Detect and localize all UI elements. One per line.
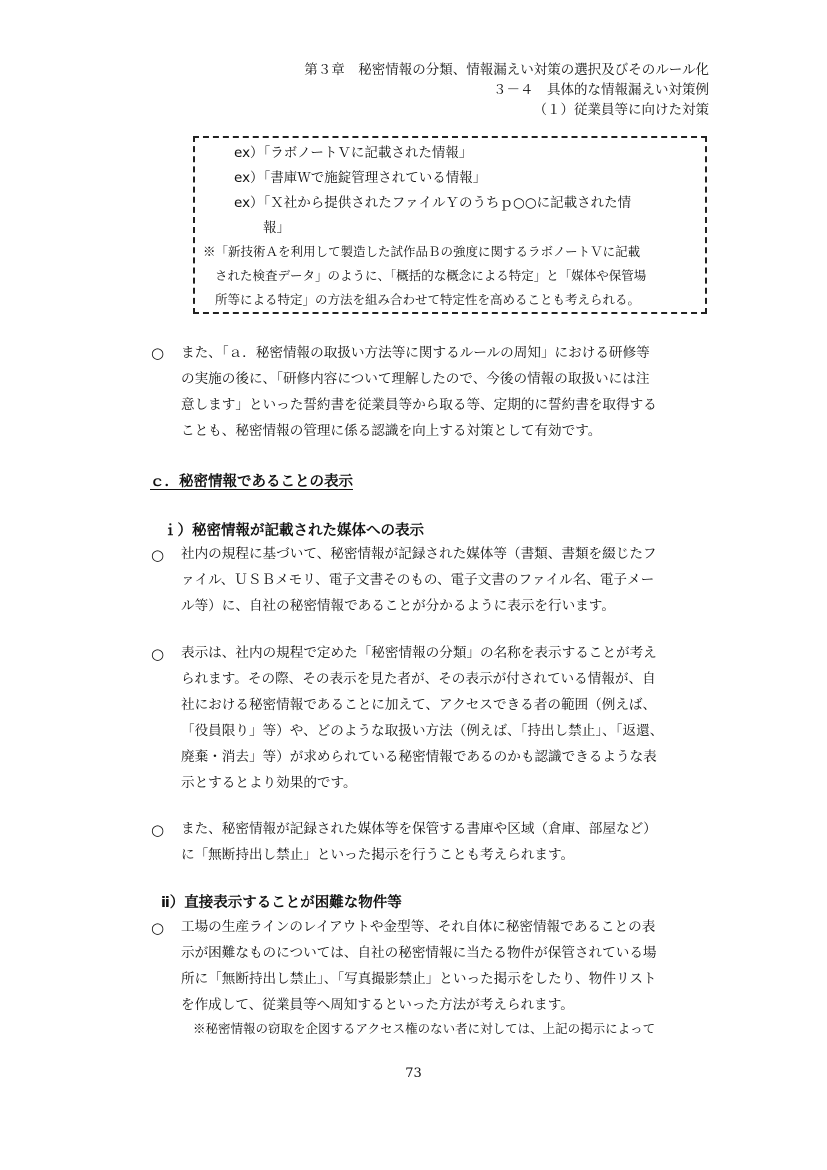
box-note-line: された検査データ」のように、「概括的な概念による特定」と「媒体や保管場 (215, 268, 647, 283)
subsection-title-ii: ⅱ）直接表示することが困難な物件等 (161, 895, 402, 911)
footnote: ※秘密情報の窃取を企図するアクセス権のない者に対しては、上記の掲示によって (193, 1021, 656, 1036)
subsection-header: （１）従業員等に向けた対策 (533, 102, 709, 118)
paragraph-line: の実施の後に、「研修内容について理解したので、今後の情報の取扱いには注 (181, 371, 650, 387)
paragraph-line: 廃棄・消去」等）が求められている秘密情報であるのかも認識できるような表 (181, 749, 657, 765)
paragraph-line: 所に「無断持出し禁止」、「写真撮影禁止」といった掲示をしたり、物件リスト (181, 971, 657, 987)
paragraph-storage-notice (181, 816, 711, 868)
paragraph-line: また、「ａ．秘密情報の取扱い方法等に関するルールの周知」における研修等 (181, 345, 650, 361)
page-number: 73 (405, 1066, 422, 1081)
paragraph-line: 示とするとより効果的です。 (181, 775, 357, 791)
paragraph-label-content (181, 640, 711, 796)
paragraph-line: ことも、秘密情報の管理に係る認識を向上する対策として有効です。 (181, 423, 602, 439)
example-line: ex）「ラボノートＶに記載された情報」 (234, 145, 473, 161)
paragraph-line: 工場の生産ラインのレイアウトや金型等、それ自体に秘密情報であることの表 (181, 919, 656, 935)
paragraph-line: また、秘密情報が記録された媒体等を保管する書庫や区域（倉庫、部屋など） (181, 821, 657, 837)
section-title-c: ｃ．秘密情報であることの表示 (150, 474, 353, 490)
subsection-title-i: ｉ）秘密情報が記載された媒体への表示 (163, 523, 424, 539)
paragraph-line: 示が困難なものについては、自社の秘密情報に当たる物件が保管されている場 (181, 945, 657, 961)
bullet-marker: ○ (151, 821, 165, 839)
paragraph-line: られます。その際、その表示を見た者が、その表示が付されている情報が、自 (181, 671, 656, 687)
section-header: ３－４ 具体的な情報漏えい対策例 (493, 82, 709, 98)
bullet-marker: ○ (151, 546, 165, 564)
example-line: ex）「Ｘ社から提供されたファイルＹのうちｐ○○に記載された情 (234, 195, 632, 211)
paragraph-line: に「無断持出し禁止」といった掲示を行うことも考えられます。 (181, 847, 575, 863)
paragraph-line: 社における秘密情報であることに加えて、アクセスできる者の範囲（例えば、 (181, 697, 657, 713)
paragraph-line: 「役員限り」等）や、どのような取扱い方法（例えば、「持出し禁止」、「返還、 (181, 723, 664, 739)
paragraph-line: 意します」といった誓約書を従業員等から取る等、定期的に誓約書を取得する (181, 397, 657, 413)
paragraph-line: 社内の規程に基づいて、秘密情報が記録された媒体等（書類、書類を綴じたフ (181, 546, 657, 562)
bullet-marker: ○ (151, 645, 165, 663)
bullet-marker: ○ (151, 919, 165, 937)
paragraph-line: ル等）に、自社の秘密情報であることが分かるように表示を行います。 (181, 598, 615, 614)
example-line: ex）「書庫Ｗで施錠管理されている情報」 (234, 170, 487, 186)
box-note-line: 所等による特定」の方法を組み合わせて特定性を高めることも考えられる。 (215, 292, 641, 307)
chapter-header: 第３章 秘密情報の分類、情報漏えい対策の選択及びそのルール化 (304, 62, 709, 78)
paragraph-media-labeling (181, 541, 711, 619)
paragraph-line: を作成して、従業員等へ周知するといった方法が考えられます。 (181, 997, 574, 1013)
paragraph-pledge (181, 340, 711, 444)
box-note-line: ※「新技術Ａを利用して製造した試作品Ｂの強度に関するラボノートＶに記載 (203, 244, 641, 259)
paragraph-line: ァイル、ＵＳＢメモリ、電子文書そのもの、電子文書のファイル名、電子メー (181, 572, 655, 588)
paragraph-objects (181, 914, 711, 1018)
example-line-continued: 報」 (263, 220, 290, 236)
bullet-marker: ○ (151, 344, 165, 362)
paragraph-line: 表示は、社内の規程で定めた「秘密情報の分類」の名称を表示することが考え (181, 645, 657, 661)
